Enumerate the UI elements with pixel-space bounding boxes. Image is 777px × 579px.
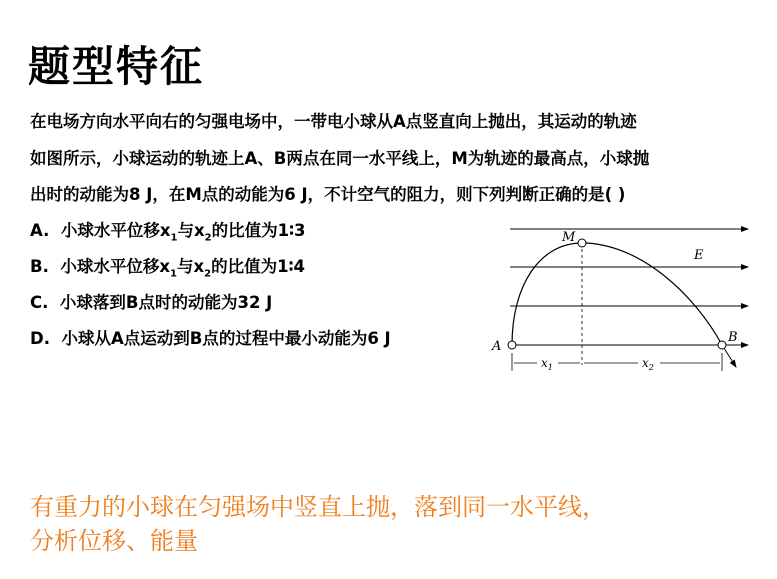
option-b-text-mid: 与x bbox=[176, 257, 205, 276]
trajectory-figure bbox=[490, 215, 760, 380]
label-e: E bbox=[694, 248, 704, 263]
option-a-text-mid: 与x bbox=[177, 221, 205, 240]
option-c-text: 小球落到B点时的动能为32 J bbox=[59, 293, 273, 312]
option-c-prefix: C. bbox=[30, 293, 49, 312]
trajectory-curve bbox=[512, 243, 722, 345]
option-b-sub1: 1 bbox=[170, 268, 177, 280]
point-a bbox=[508, 341, 516, 349]
label-x2: $x_2$ bbox=[642, 356, 654, 372]
point-m bbox=[578, 239, 586, 247]
option-a-prefix: A. bbox=[30, 221, 50, 240]
question-line-3: 出时的动能为8 J，在M点的动能为6 J，不计空气的阻力，则下列判断正确的是( ) bbox=[30, 185, 626, 204]
question-line-1: 在电场方向水平向右的匀强电场中，一带电小球从A点竖直向上抛出，其运动的轨迹 bbox=[30, 112, 637, 131]
option-a bbox=[30, 217, 305, 243]
hint-text bbox=[30, 490, 606, 558]
option-a-text-pre: 小球水平位移x bbox=[60, 221, 171, 240]
hint-line-1: 有重力的小球在匀强场中竖直上抛，落到同一水平线， bbox=[30, 493, 606, 521]
hint-line-2: 分析位移、能量 bbox=[30, 527, 198, 555]
option-b bbox=[30, 253, 305, 279]
option-b-sub2: 2 bbox=[204, 268, 212, 280]
option-d bbox=[30, 325, 391, 349]
option-d-text: 小球从A点运动到B点的过程中最小动能为6 J bbox=[61, 329, 391, 348]
label-b: B bbox=[728, 330, 738, 345]
label-m: M bbox=[562, 230, 576, 245]
option-a-sub1: 1 bbox=[170, 232, 178, 244]
question-line-2: 如图所示，小球运动的轨迹上A、B两点在同一水平线上，M为轨迹的最高点，小球抛 bbox=[30, 149, 650, 168]
point-b bbox=[718, 341, 726, 349]
option-b-prefix: B. bbox=[30, 257, 49, 276]
option-d-prefix: D. bbox=[30, 329, 50, 348]
option-a-sub2: 2 bbox=[204, 232, 212, 244]
label-x1: $x_1$ bbox=[541, 356, 553, 372]
option-c bbox=[30, 289, 272, 313]
slide-title: 题型特征 bbox=[28, 42, 205, 91]
option-a-text-post: 的比值为1∶3 bbox=[211, 221, 306, 240]
option-b-text-pre: 小球水平位移x bbox=[60, 257, 171, 276]
label-a: A bbox=[492, 339, 502, 354]
option-b-text-post: 的比值为1∶4 bbox=[211, 257, 305, 276]
